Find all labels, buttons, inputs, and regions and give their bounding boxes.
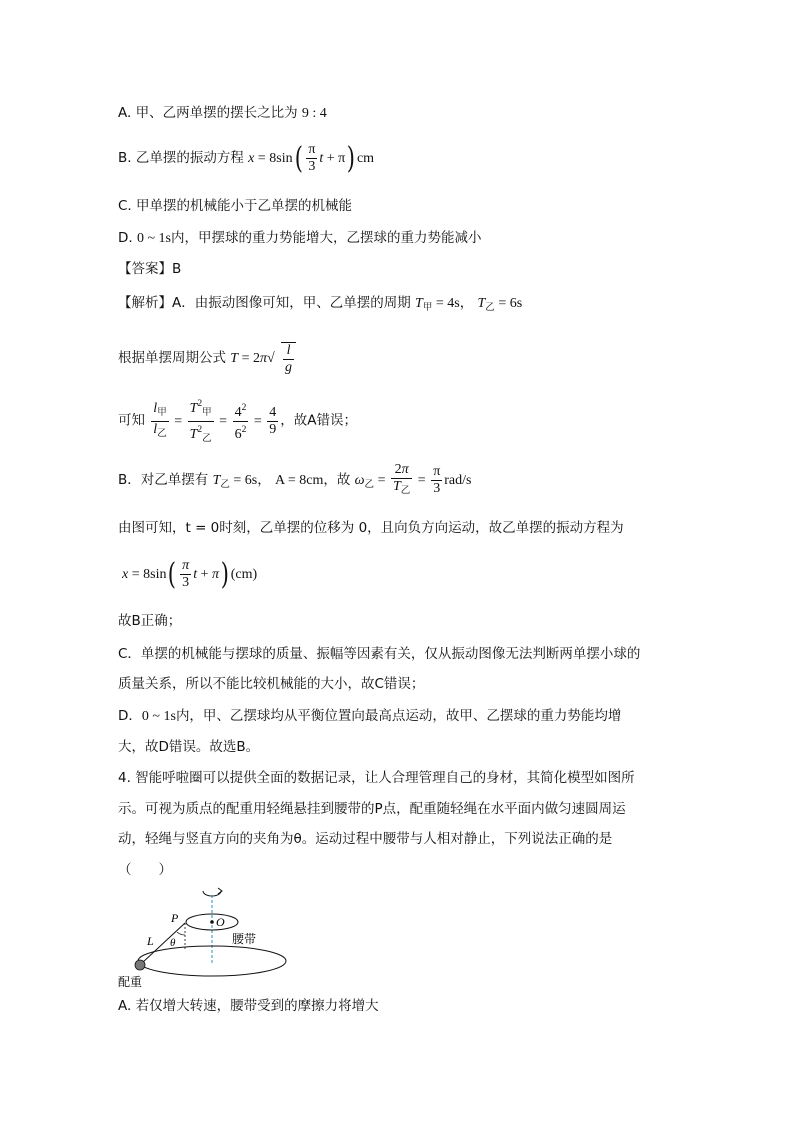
period-formula-line <box>118 338 298 379</box>
analysis-b-period-value: = 6s <box>233 473 258 488</box>
ratio-result: ，故A错误； <box>280 412 357 429</box>
ratio-intro: 可知 <box>118 412 145 429</box>
analysis-a-intro: A．由振动图像可知，甲、乙单摆的周期 <box>172 295 411 311</box>
analysis-d-line2 <box>118 737 259 757</box>
hula-hoop-figure <box>115 885 305 993</box>
answer-line <box>118 259 181 279</box>
period-formula-intro: 根据单摆周期公式 <box>118 350 226 366</box>
answer-value: B <box>172 261 182 277</box>
analysis-b-period: $T_乙 = 6s$ <box>212 473 258 490</box>
analysis-label: 【解析】 <box>118 295 172 311</box>
ratio-formula: $\frac{l_甲}{l_乙}$ = $\frac{T^2_甲}{T^2_乙}$ = $\frac{4^2}{6^2}$ = $\frac{4}{9}$ <box>149 414 280 429</box>
analysis-b-amplitude: A = 8cm <box>275 473 324 488</box>
analysis-c-line1-text: C．单摆的机械能与摆球的质量、振幅等因素有关，仅从振动图像无法判断两单摆小球的 <box>118 646 641 662</box>
label-weight: 配重 <box>118 975 143 989</box>
label-p: P <box>171 911 179 925</box>
analysis-b-unit: rad/s <box>444 473 472 488</box>
option-c <box>118 196 352 216</box>
analysis-b: B．对乙单摆有 $T_乙 = 6s$， A = 8cm，故 $\omega_乙$ = $\frac{2\pi}{T_乙}$ = $\frac{\pi}{3}$ rad/s <box>118 462 472 497</box>
option-b-text: B. 乙单摆的振动方程 <box>118 150 244 166</box>
label-theta: θ <box>170 937 176 949</box>
analysis-c-line2 <box>118 674 424 694</box>
question4-line1 <box>118 768 635 788</box>
question4-line3 <box>118 829 612 849</box>
option-a-text: A. 甲、乙两单摆的摆长之比为 <box>118 105 298 121</box>
analysis-b-equation: x = 8sin( $\frac{\pi}{3}$ t + π) (cm) <box>122 556 258 592</box>
question4-option-a <box>118 996 379 1016</box>
analysis-b-omega-intro: ，故 <box>323 472 351 488</box>
option-a <box>118 103 327 124</box>
analysis-c-line2-text: 质量关系，所以不能比较机械能的大小，故C错误； <box>118 676 425 692</box>
label-belt: 腰带 <box>232 932 257 946</box>
analysis-d-line2-text: 大，故D错误。故选B。 <box>118 739 260 755</box>
analysis-d-line1 <box>118 706 621 727</box>
analysis-b-intro: B．对乙单摆有 <box>118 472 209 488</box>
question4-line2 <box>118 799 626 819</box>
option-c-text: C. 甲单摆的机械能小于乙单摆的机械能 <box>118 198 353 214</box>
period-jia-value: = 4s <box>435 296 460 311</box>
analysis-a: 【解析】A．由振动图像可知，甲、乙单摆的周期 $T_甲 = 4s$， $T_乙 = 6s$ <box>118 295 523 313</box>
option-b-equation: x = 8sin( $\frac{\pi}{3}$ t + π) cm <box>248 140 375 176</box>
question4-line3-text: 动，轻绳与竖直方向的夹角为θ。运动过程中腰带与人相对静止，下列说法正确的是 <box>118 831 613 847</box>
b-conclusion <box>118 611 181 631</box>
center-point <box>210 920 214 924</box>
question4-option-a-text: A. 若仅增大转速，腰带受到的摩擦力将增大 <box>118 998 379 1014</box>
ratio-line <box>118 396 357 447</box>
option-d-prefix: D. <box>118 230 133 246</box>
option-d-range: 0 ~ 1s <box>136 231 172 246</box>
graph-text-content: 由图可知，t = 0时刻，乙单摆的位移为 0，且向负方向运动，故乙单摆的振动方程为 <box>118 520 624 536</box>
answer-label: 【答案】 <box>118 261 172 277</box>
graph-text <box>118 518 624 538</box>
b-conclusion-text: 故B正确； <box>118 613 182 629</box>
option-b <box>118 140 374 177</box>
question4-line1-text: 4. 智能呼啦圈可以提供全面的数据记录，让人合理管理自己的身材，其简化模型如图所 <box>118 770 635 786</box>
option-d-text: 内，甲摆球的重力势能增大，乙摆球的重力势能减小 <box>171 230 482 246</box>
question4-bracket <box>118 860 172 880</box>
analysis-d-line1-text: 内，甲、乙摆球均从平衡位置向最高点运动，故甲、乙摆球的重力势能均增 <box>175 708 622 724</box>
analysis-d-prefix: D． <box>118 708 142 724</box>
label-o: O <box>216 915 225 929</box>
equation-line <box>122 555 257 594</box>
period-formula: T = 2π √ $\frac{l}{g}$ <box>230 351 298 366</box>
period-jia: $T_甲 = 4s$ <box>415 296 460 313</box>
option-a-ratio: 9 : 4 <box>301 106 327 121</box>
label-l: L <box>147 934 154 948</box>
question4-bracket-text: （ ） <box>118 862 172 878</box>
period-yi: $T_乙 = 6s$ <box>477 296 523 313</box>
weight-ball <box>135 960 145 970</box>
option-d <box>118 228 482 249</box>
period-yi-value: = 6s <box>498 296 523 311</box>
analysis-d-range: 0 ~ 1s <box>141 709 176 724</box>
question4-line2-text: 示。可视为质点的配重用轻绳悬挂到腰带的P点，配重随轻绳在水平面内做匀速圆周运 <box>118 801 626 817</box>
analysis-c-line1 <box>118 644 640 664</box>
analysis-b-omega: $\omega_乙$ = $\frac{2\pi}{T_乙}$ = $\frac{\pi}{3}$ rad/s <box>354 462 472 497</box>
